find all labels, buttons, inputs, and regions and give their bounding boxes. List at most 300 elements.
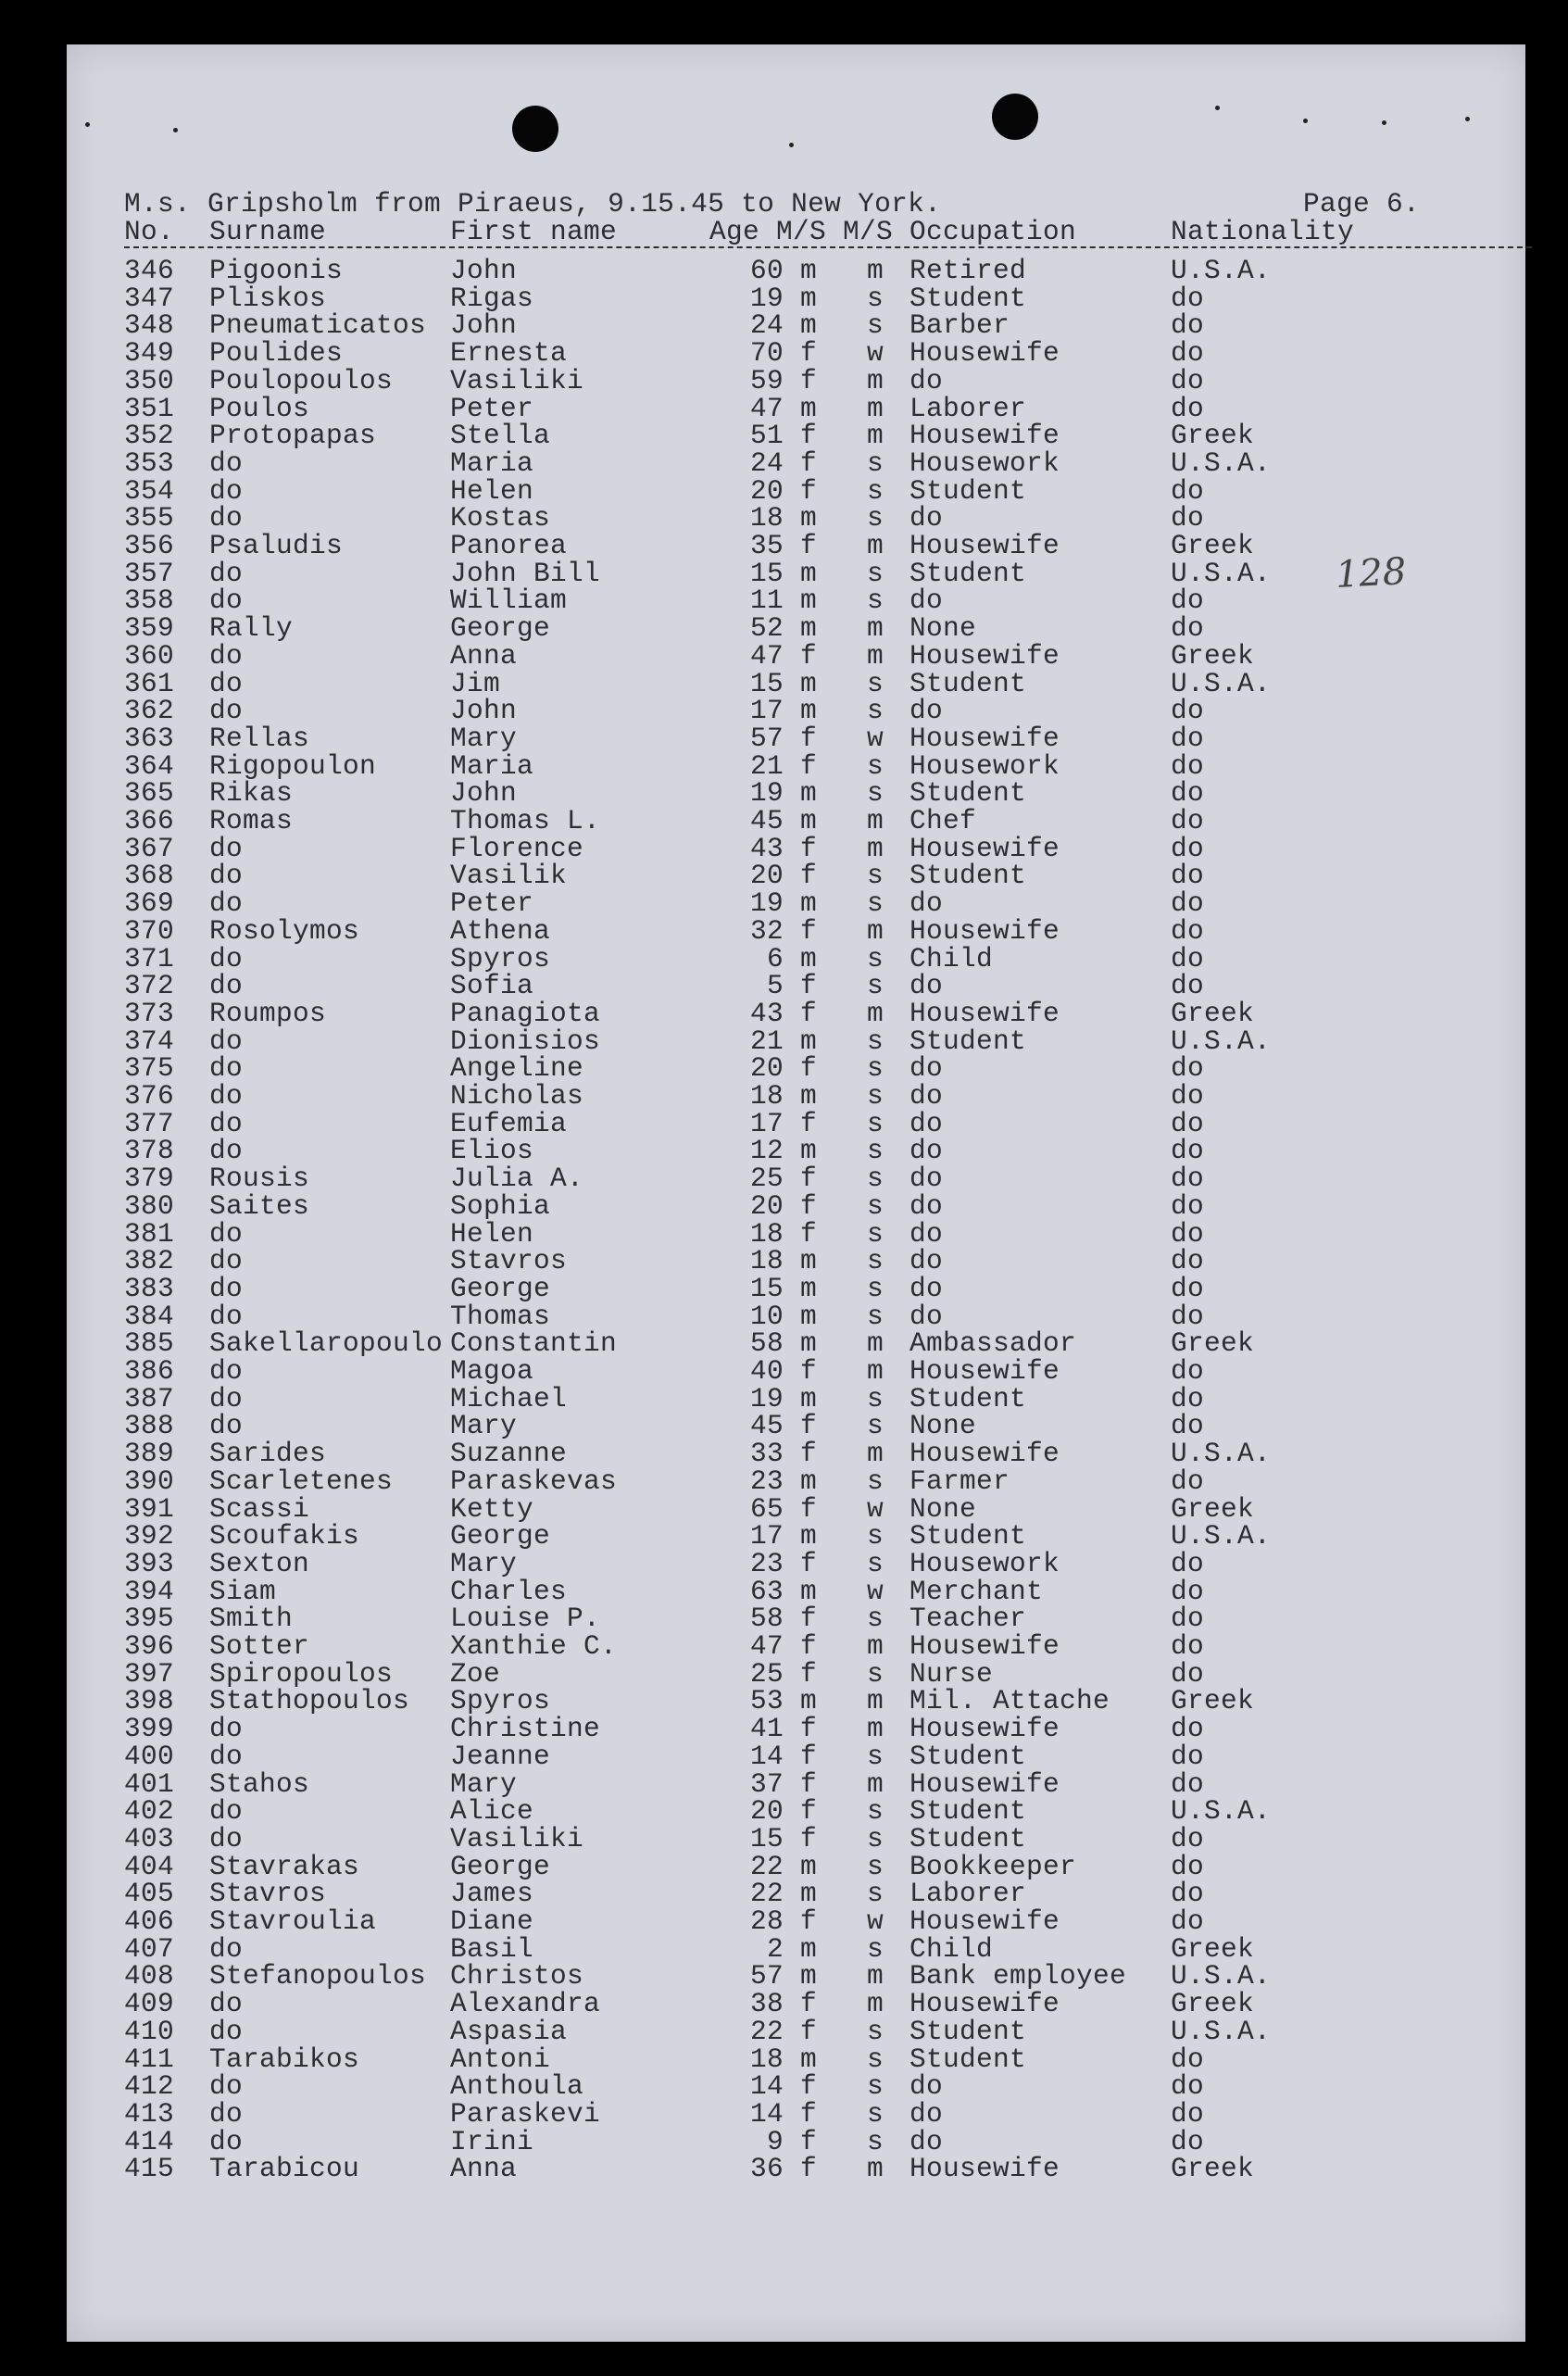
age-cell: 24 bbox=[749, 309, 784, 342]
marital-status-cell: s bbox=[867, 2043, 884, 2075]
sex-cell: m bbox=[800, 1850, 818, 1882]
age-cell: 18 bbox=[749, 1245, 784, 1277]
surname-cell: Pliskos bbox=[209, 282, 327, 314]
age-cell: 11 bbox=[749, 585, 784, 617]
sex-cell: m bbox=[800, 1382, 818, 1414]
marital-status-cell: s bbox=[867, 1740, 884, 1772]
table-row bbox=[124, 1630, 1513, 1662]
sex-cell: f bbox=[800, 446, 818, 479]
table-row bbox=[124, 695, 1513, 727]
occupation-cell: Laborer bbox=[909, 1878, 1027, 1910]
first-name-cell: Mary bbox=[450, 1547, 518, 1579]
marital-status-cell: s bbox=[867, 1080, 884, 1112]
table-row bbox=[124, 255, 1513, 286]
surname-cell: do bbox=[209, 1217, 244, 1250]
age-cell: 36 bbox=[749, 2153, 784, 2185]
nationality-cell: do bbox=[1171, 722, 1205, 754]
surname-cell: Stefanopoulos bbox=[209, 1960, 427, 1993]
sex-cell: m bbox=[800, 2043, 818, 2075]
header-surname: Surname bbox=[209, 216, 327, 247]
entry-number-cell: 376 bbox=[124, 1080, 175, 1112]
sex-cell: m bbox=[800, 1575, 818, 1607]
marital-status-cell: s bbox=[867, 942, 884, 974]
age-cell: 18 bbox=[749, 1217, 784, 1250]
table-row bbox=[124, 777, 1513, 810]
entry-number-cell: 355 bbox=[124, 502, 175, 534]
marital-status-cell: w bbox=[867, 722, 884, 754]
marital-status-cell: s bbox=[867, 860, 884, 892]
occupation-cell: Ambassador bbox=[909, 1327, 1077, 1360]
surname-cell: do bbox=[209, 832, 244, 864]
occupation-cell: do bbox=[909, 364, 944, 396]
marital-status-cell: s bbox=[867, 446, 884, 479]
table-row bbox=[124, 1547, 1513, 1579]
first-name-cell: Xanthie C. bbox=[450, 1630, 618, 1662]
first-name-cell: Angeline bbox=[450, 1052, 584, 1085]
surname-cell: do bbox=[209, 502, 244, 534]
table-row bbox=[124, 805, 1513, 836]
table-row bbox=[124, 1025, 1513, 1057]
sex-cell: m bbox=[800, 1300, 818, 1332]
marital-status-cell: s bbox=[867, 1025, 884, 1057]
nationality-cell: do bbox=[1171, 1850, 1205, 1882]
occupation-cell: Student bbox=[909, 860, 1027, 892]
first-name-cell: Spyros bbox=[450, 1685, 551, 1717]
first-name-cell: Mary bbox=[450, 1410, 518, 1442]
entry-number-cell: 407 bbox=[124, 1932, 175, 1965]
age-cell: 22 bbox=[749, 1850, 784, 1882]
entry-number-cell: 370 bbox=[124, 914, 175, 947]
entry-number-cell: 349 bbox=[124, 337, 175, 370]
first-name-cell: Vasiliki bbox=[450, 1822, 584, 1854]
table-row bbox=[124, 282, 1513, 314]
marital-status-cell: s bbox=[867, 1245, 884, 1277]
marital-status-cell: s bbox=[867, 1052, 884, 1085]
first-name-cell: William bbox=[450, 585, 568, 617]
speck bbox=[1215, 106, 1220, 110]
sex-cell: f bbox=[800, 1657, 818, 1690]
occupation-cell: Housewife bbox=[909, 914, 1060, 947]
first-name-cell: Eufemia bbox=[450, 1107, 568, 1139]
table-row bbox=[124, 2015, 1513, 2047]
table-row bbox=[124, 887, 1513, 920]
table-row bbox=[124, 942, 1513, 974]
surname-cell: do bbox=[209, 887, 244, 920]
age-cell: 43 bbox=[749, 832, 784, 864]
entry-number-cell: 369 bbox=[124, 887, 175, 920]
table-row bbox=[124, 1135, 1513, 1167]
nationality-cell: do bbox=[1171, 474, 1205, 507]
age-cell: 65 bbox=[749, 1492, 784, 1525]
surname-cell: Protopapas bbox=[209, 420, 377, 452]
sex-cell: m bbox=[800, 667, 818, 699]
entry-number-cell: 359 bbox=[124, 612, 175, 645]
nationality-cell: do bbox=[1171, 392, 1205, 424]
nationality-cell: U.S.A. bbox=[1171, 557, 1272, 589]
sex-cell: m bbox=[800, 282, 818, 314]
entry-number-cell: 397 bbox=[124, 1657, 175, 1690]
surname-cell: Stahos bbox=[209, 1767, 310, 1800]
age-cell: 6 bbox=[766, 942, 784, 974]
sex-cell: f bbox=[800, 1355, 818, 1387]
entry-number-cell: 380 bbox=[124, 1189, 175, 1222]
sex-cell: m bbox=[800, 1080, 818, 1112]
sex-cell: m bbox=[800, 1272, 818, 1304]
entry-number-cell: 353 bbox=[124, 446, 175, 479]
occupation-cell: do bbox=[909, 695, 944, 727]
occupation-cell: Merchant bbox=[909, 1575, 1044, 1607]
entry-number-cell: 387 bbox=[124, 1382, 175, 1414]
first-name-cell: Florence bbox=[450, 832, 584, 864]
occupation-cell: Nurse bbox=[909, 1657, 994, 1690]
occupation-cell: do bbox=[909, 1300, 944, 1332]
marital-status-cell: m bbox=[867, 612, 884, 645]
age-cell: 35 bbox=[749, 530, 784, 561]
sex-cell: m bbox=[800, 1520, 818, 1553]
first-name-cell: Ketty bbox=[450, 1492, 534, 1525]
occupation-cell: do bbox=[909, 1107, 944, 1139]
table-row bbox=[124, 1410, 1513, 1442]
nationality-cell: do bbox=[1171, 1189, 1205, 1222]
first-name-cell: Vasiliki bbox=[450, 364, 584, 396]
sex-cell: m bbox=[800, 255, 818, 286]
age-cell: 53 bbox=[749, 1685, 784, 1717]
table-row bbox=[124, 1932, 1513, 1965]
first-name-cell: Paraskevas bbox=[450, 1465, 618, 1497]
surname-cell: do bbox=[209, 1135, 244, 1167]
speck bbox=[85, 122, 90, 127]
entry-number-cell: 358 bbox=[124, 585, 175, 617]
occupation-cell: Barber bbox=[909, 309, 1010, 342]
first-name-cell: Anna bbox=[450, 2153, 518, 2185]
marital-status-cell: s bbox=[867, 1850, 884, 1882]
entry-number-cell: 374 bbox=[124, 1025, 175, 1057]
surname-cell: Rellas bbox=[209, 722, 310, 754]
occupation-cell: Housework bbox=[909, 1547, 1060, 1579]
marital-status-cell: s bbox=[867, 2097, 884, 2130]
entry-number-cell: 384 bbox=[124, 1300, 175, 1332]
header-first-name: First name bbox=[450, 216, 618, 247]
sex-cell: f bbox=[800, 832, 818, 864]
marital-status-cell: m bbox=[867, 997, 884, 1029]
table-row bbox=[124, 1575, 1513, 1607]
surname-cell: do bbox=[209, 1795, 244, 1828]
marital-status-cell: s bbox=[867, 1547, 884, 1579]
sex-cell: m bbox=[800, 585, 818, 617]
sex-cell: m bbox=[800, 1327, 818, 1360]
nationality-cell: do bbox=[1171, 1547, 1205, 1579]
entry-number-cell: 390 bbox=[124, 1465, 175, 1497]
occupation-cell: Housewife bbox=[909, 337, 1060, 370]
surname-cell: do bbox=[209, 942, 244, 974]
occupation-cell: Child bbox=[909, 1932, 994, 1965]
first-name-cell: James bbox=[450, 1878, 534, 1910]
marital-status-cell: m bbox=[867, 639, 884, 672]
occupation-cell: Chef bbox=[909, 805, 977, 836]
entry-number-cell: 383 bbox=[124, 1272, 175, 1304]
table-row bbox=[124, 364, 1513, 396]
marital-status-cell: s bbox=[867, 1822, 884, 1854]
surname-cell: do bbox=[209, 970, 244, 1002]
marital-status-cell: s bbox=[867, 1382, 884, 1414]
entry-number-cell: 402 bbox=[124, 1795, 175, 1828]
nationality-cell: do bbox=[1171, 1217, 1205, 1250]
handwritten-folio-number: 128 bbox=[1334, 550, 1408, 597]
nationality-cell: U.S.A. bbox=[1171, 1025, 1272, 1057]
first-name-cell: Magoa bbox=[450, 1355, 534, 1387]
entry-number-cell: 346 bbox=[124, 255, 175, 286]
surname-cell: Rigopoulon bbox=[209, 749, 377, 782]
age-cell: 43 bbox=[749, 997, 784, 1029]
marital-status-cell: w bbox=[867, 337, 884, 370]
occupation-cell: do bbox=[909, 502, 944, 534]
age-cell: 15 bbox=[749, 557, 784, 589]
sex-cell: f bbox=[800, 420, 818, 452]
nationality-cell: do bbox=[1171, 1410, 1205, 1442]
occupation-cell: do bbox=[909, 2070, 944, 2103]
table-row bbox=[124, 2070, 1513, 2103]
age-cell: 17 bbox=[749, 695, 784, 727]
first-name-cell: Jeanne bbox=[450, 1740, 551, 1772]
nationality-cell: U.S.A. bbox=[1171, 255, 1272, 286]
entry-number-cell: 403 bbox=[124, 1822, 175, 1854]
sex-cell: f bbox=[800, 1163, 818, 1195]
first-name-cell: Antoni bbox=[450, 2043, 551, 2075]
age-cell: 14 bbox=[749, 2097, 784, 2130]
punch-hole-left bbox=[512, 106, 558, 152]
table-row bbox=[124, 1605, 1513, 1633]
first-name-cell: Nicholas bbox=[450, 1080, 584, 1112]
nationality-cell: do bbox=[1171, 2070, 1205, 2103]
occupation-cell: Housewife bbox=[909, 1988, 1060, 2020]
nationality-cell: do bbox=[1171, 282, 1205, 314]
marital-status-cell: s bbox=[867, 474, 884, 507]
first-name-cell: Constantin bbox=[450, 1327, 618, 1360]
entry-number-cell: 361 bbox=[124, 667, 175, 699]
entry-number-cell: 401 bbox=[124, 1767, 175, 1800]
surname-cell: Rally bbox=[209, 612, 294, 645]
table-row bbox=[124, 587, 1513, 615]
surname-cell: Rikas bbox=[209, 777, 294, 810]
sex-cell: m bbox=[800, 777, 818, 810]
table-row bbox=[124, 392, 1513, 424]
surname-cell: Scassi bbox=[209, 1492, 310, 1525]
surname-cell: do bbox=[209, 585, 244, 617]
age-cell: 32 bbox=[749, 914, 784, 947]
sex-cell: m bbox=[800, 1245, 818, 1277]
entry-number-cell: 411 bbox=[124, 2043, 175, 2075]
occupation-cell: Student bbox=[909, 1025, 1027, 1057]
nationality-cell: Greek bbox=[1171, 1988, 1255, 2020]
occupation-cell: Laborer bbox=[909, 392, 1027, 424]
nationality-cell: U.S.A. bbox=[1171, 1438, 1272, 1470]
table-row bbox=[124, 422, 1513, 450]
sex-cell: f bbox=[800, 1713, 818, 1745]
nationality-cell: do bbox=[1171, 1080, 1205, 1112]
occupation-cell: None bbox=[909, 1492, 977, 1525]
surname-cell: Pigoonis bbox=[209, 255, 344, 286]
sex-cell: f bbox=[800, 1603, 818, 1635]
occupation-cell: Student bbox=[909, 474, 1027, 507]
surname-cell: do bbox=[209, 2015, 244, 2047]
age-cell: 58 bbox=[749, 1603, 784, 1635]
sex-cell: f bbox=[800, 337, 818, 370]
age-cell: 14 bbox=[749, 1740, 784, 1772]
age-cell: 15 bbox=[749, 1272, 784, 1304]
occupation-cell: Housewife bbox=[909, 2153, 1060, 2185]
marital-status-cell: s bbox=[867, 1163, 884, 1195]
occupation-cell: None bbox=[909, 1410, 977, 1442]
age-cell: 2 bbox=[766, 1932, 784, 1965]
first-name-cell: Helen bbox=[450, 1217, 534, 1250]
entry-number-cell: 404 bbox=[124, 1850, 175, 1882]
first-name-cell: Kostas bbox=[450, 502, 551, 534]
nationality-cell: do bbox=[1171, 1630, 1205, 1662]
first-name-cell: Vasilik bbox=[450, 860, 568, 892]
entry-number-cell: 368 bbox=[124, 860, 175, 892]
table-row bbox=[124, 337, 1513, 370]
nationality-cell: do bbox=[1171, 777, 1205, 810]
table-row bbox=[124, 557, 1513, 589]
occupation-cell: Bookkeeper bbox=[909, 1850, 1077, 1882]
marital-status-cell: m bbox=[867, 805, 884, 836]
entry-number-cell: 410 bbox=[124, 2015, 175, 2047]
occupation-cell: Housewife bbox=[909, 639, 1060, 672]
table-row bbox=[124, 1189, 1513, 1222]
marital-status-cell: s bbox=[867, 695, 884, 727]
occupation-cell: Child bbox=[909, 942, 994, 974]
entry-number-cell: 406 bbox=[124, 1905, 175, 1937]
age-cell: 22 bbox=[749, 1878, 784, 1910]
first-name-cell: Irini bbox=[450, 2125, 534, 2157]
table-row bbox=[124, 970, 1513, 1002]
marital-status-cell: m bbox=[867, 1327, 884, 1360]
marital-status-cell: m bbox=[867, 530, 884, 561]
entry-number-cell: 378 bbox=[124, 1135, 175, 1167]
marital-status-cell: s bbox=[867, 1657, 884, 1690]
nationality-cell: do bbox=[1171, 1713, 1205, 1745]
entry-number-cell: 389 bbox=[124, 1438, 175, 1470]
table-row bbox=[124, 2043, 1513, 2075]
sex-cell: m bbox=[800, 942, 818, 974]
nationality-cell: do bbox=[1171, 887, 1205, 920]
sex-cell: f bbox=[800, 1217, 818, 1250]
surname-cell: do bbox=[209, 1080, 244, 1112]
age-cell: 19 bbox=[749, 282, 784, 314]
table-row bbox=[124, 1492, 1513, 1525]
marital-status-cell: w bbox=[867, 1575, 884, 1607]
sex-cell: m bbox=[800, 1025, 818, 1057]
first-name-cell: Elios bbox=[450, 1135, 534, 1167]
table-row bbox=[124, 862, 1513, 890]
first-name-cell: Zoe bbox=[450, 1657, 501, 1690]
table-row bbox=[124, 914, 1513, 947]
sex-cell: f bbox=[800, 1547, 818, 1579]
marital-status-cell: s bbox=[867, 1217, 884, 1250]
sex-cell: f bbox=[800, 1630, 818, 1662]
table-row bbox=[124, 502, 1513, 534]
nationality-cell: do bbox=[1171, 1163, 1205, 1195]
surname-cell: do bbox=[209, 2070, 244, 2103]
surname-cell: Romas bbox=[209, 805, 294, 836]
header-occupation: Occupation bbox=[909, 216, 1077, 247]
age-cell: 25 bbox=[749, 1163, 784, 1195]
table-row bbox=[124, 832, 1513, 864]
nationality-cell: do bbox=[1171, 1603, 1205, 1635]
sex-cell: f bbox=[800, 1767, 818, 1800]
sex-cell: f bbox=[800, 2015, 818, 2047]
occupation-cell: Housewife bbox=[909, 1905, 1060, 1937]
occupation-cell: do bbox=[909, 585, 944, 617]
nationality-cell: do bbox=[1171, 1382, 1205, 1414]
age-cell: 15 bbox=[749, 1822, 784, 1854]
table-row bbox=[124, 1767, 1513, 1800]
entry-number-cell: 386 bbox=[124, 1355, 175, 1387]
marital-status-cell: m bbox=[867, 1630, 884, 1662]
table-row bbox=[124, 1880, 1513, 1908]
nationality-cell: do bbox=[1171, 1767, 1205, 1800]
marital-status-cell: s bbox=[867, 502, 884, 534]
nationality-cell: Greek bbox=[1171, 420, 1255, 452]
nationality-cell: U.S.A. bbox=[1171, 1520, 1272, 1553]
surname-cell: Stavrakas bbox=[209, 1850, 360, 1882]
age-cell: 57 bbox=[749, 722, 784, 754]
entry-number-cell: 394 bbox=[124, 1575, 175, 1607]
nationality-cell: do bbox=[1171, 1465, 1205, 1497]
marital-status-cell: s bbox=[867, 1189, 884, 1222]
occupation-cell: Student bbox=[909, 1822, 1027, 1854]
sex-cell: f bbox=[800, 1107, 818, 1139]
nationality-cell: Greek bbox=[1171, 1327, 1255, 1360]
occupation-cell: Housewife bbox=[909, 1438, 1060, 1470]
first-name-cell: Sofia bbox=[450, 970, 534, 1002]
first-name-cell: Stella bbox=[450, 420, 551, 452]
nationality-cell: Greek bbox=[1171, 2153, 1255, 2185]
sex-cell: f bbox=[800, 2070, 818, 2103]
sex-cell: f bbox=[800, 749, 818, 782]
nationality-cell: do bbox=[1171, 914, 1205, 947]
sex-cell: m bbox=[800, 557, 818, 589]
nationality-cell: do bbox=[1171, 1878, 1205, 1910]
table-row bbox=[124, 1052, 1513, 1085]
age-cell: 47 bbox=[749, 392, 784, 424]
nationality-cell: do bbox=[1171, 1052, 1205, 1085]
nationality-cell: do bbox=[1171, 502, 1205, 534]
nationality-cell: do bbox=[1171, 2043, 1205, 2075]
age-cell: 45 bbox=[749, 1410, 784, 1442]
occupation-cell: Student bbox=[909, 2043, 1027, 2075]
age-cell: 21 bbox=[749, 749, 784, 782]
occupation-cell: Housework bbox=[909, 749, 1060, 782]
marital-status-cell: s bbox=[867, 970, 884, 1002]
table-row bbox=[124, 1795, 1513, 1828]
surname-cell: Sakellaropoulo bbox=[209, 1327, 444, 1360]
age-cell: 20 bbox=[749, 860, 784, 892]
surname-cell: Scarletenes bbox=[209, 1465, 394, 1497]
age-cell: 45 bbox=[749, 805, 784, 836]
occupation-cell: Student bbox=[909, 282, 1027, 314]
first-name-cell: Michael bbox=[450, 1382, 568, 1414]
entry-number-cell: 381 bbox=[124, 1217, 175, 1250]
marital-status-cell: m bbox=[867, 364, 884, 396]
table-row bbox=[124, 1713, 1513, 1745]
age-cell: 63 bbox=[749, 1575, 784, 1607]
table-row bbox=[124, 446, 1513, 479]
occupation-cell: do bbox=[909, 1163, 944, 1195]
nationality-cell: do bbox=[1171, 2097, 1205, 2130]
nationality-cell: do bbox=[1171, 364, 1205, 396]
nationality-cell: do bbox=[1171, 612, 1205, 645]
